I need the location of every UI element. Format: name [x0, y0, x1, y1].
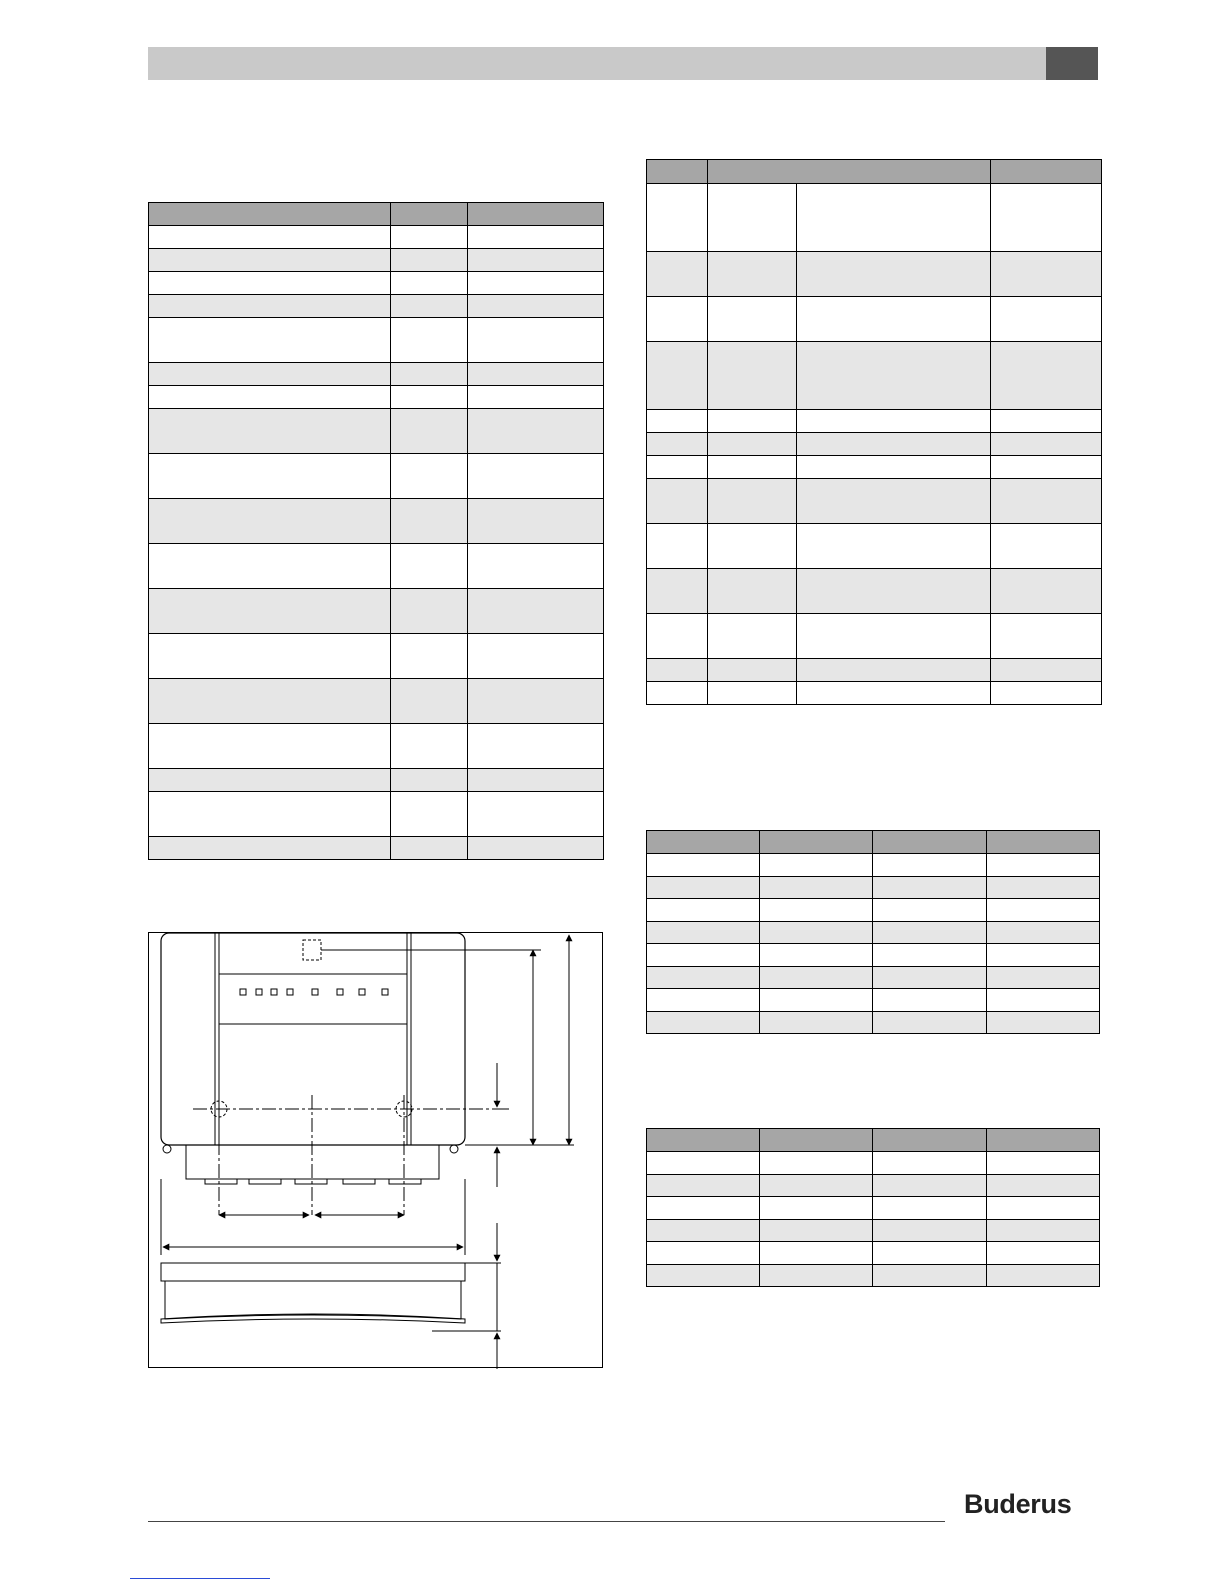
table-cell: [468, 589, 604, 634]
table-cell: [708, 456, 797, 479]
table-row: [647, 899, 1100, 922]
table-cell: [991, 433, 1102, 456]
table-row: [149, 792, 604, 837]
table-cell: [708, 659, 797, 682]
table-cell: [873, 899, 987, 922]
table-cell: [797, 614, 991, 659]
table-cell: [708, 614, 797, 659]
table-cell: [873, 1174, 987, 1197]
table-cell: [391, 499, 468, 544]
table-cell: [149, 249, 391, 272]
table-header-cell: [468, 203, 604, 226]
table-row: [647, 524, 1102, 569]
table-cell: [708, 342, 797, 410]
table-cell: [468, 679, 604, 724]
table-cell: [873, 1242, 987, 1265]
table-cell: [468, 792, 604, 837]
table-cell: [647, 433, 708, 456]
table-cell: [797, 479, 991, 524]
table-cell: [391, 589, 468, 634]
table-cell: [647, 876, 760, 899]
table-cell: [647, 1197, 760, 1220]
table-row: [647, 1152, 1100, 1175]
table-header-cell: [647, 160, 708, 184]
table-cell: [760, 1219, 873, 1242]
table-row: [149, 386, 604, 409]
table-row: [647, 479, 1102, 524]
table-cell: [468, 363, 604, 386]
footer-rule: [148, 1521, 945, 1522]
table-cell: [647, 989, 760, 1012]
page-header-tab: [1046, 47, 1098, 80]
table-row: [647, 569, 1102, 614]
table-cell: [987, 989, 1100, 1012]
table-row: [647, 1197, 1100, 1220]
table-cell: [391, 769, 468, 792]
table-header-cell: [760, 831, 873, 854]
table-row: [647, 433, 1102, 456]
table-cell: [987, 1011, 1100, 1034]
table-cell: [149, 634, 391, 679]
table-cell: [797, 410, 991, 433]
table-cell: [149, 363, 391, 386]
dimension-drawing-frame: [148, 932, 603, 1368]
table-cell: [797, 524, 991, 569]
table-cell: [708, 682, 797, 705]
table-row: [647, 966, 1100, 989]
table-cell: [149, 295, 391, 318]
table-cell: [797, 569, 991, 614]
parameter-table: [646, 159, 1102, 705]
table-row: [149, 724, 604, 769]
table-cell: [873, 1219, 987, 1242]
table-header-cell: [991, 160, 1102, 184]
dimension-drawing: [149, 933, 604, 1369]
table-cell: [797, 456, 991, 479]
table-cell: [468, 272, 604, 295]
table-cell: [987, 1152, 1100, 1175]
table-cell: [468, 634, 604, 679]
table-cell: [708, 479, 797, 524]
table-cell: [391, 634, 468, 679]
table-cell: [647, 966, 760, 989]
table-cell: [149, 589, 391, 634]
table-cell: [647, 342, 708, 410]
table-cell: [873, 989, 987, 1012]
table-cell: [797, 659, 991, 682]
table-cell: [647, 1174, 760, 1197]
table-cell: [797, 682, 991, 705]
table-row: [647, 456, 1102, 479]
table-cell: [391, 318, 468, 363]
table-row: [149, 226, 604, 249]
sensor-table: [646, 830, 1100, 1034]
table-cell: [991, 252, 1102, 297]
table-cell: [391, 363, 468, 386]
technical-data-table: [148, 202, 604, 860]
table-cell: [647, 899, 760, 922]
table-cell: [149, 386, 391, 409]
buderus-logo: Buderus: [964, 1489, 1072, 1519]
table-cell: [708, 410, 797, 433]
table-row: [647, 854, 1100, 877]
table-row: [647, 297, 1102, 342]
table-row: [149, 409, 604, 454]
table-row: [149, 272, 604, 295]
table-cell: [647, 921, 760, 944]
display-icon: [303, 940, 321, 960]
table-cell: [760, 1264, 873, 1287]
table-header-cell: [149, 203, 391, 226]
table-cell: [760, 876, 873, 899]
table-row: [647, 682, 1102, 705]
table-cell: [991, 184, 1102, 252]
table-row: [647, 1011, 1100, 1034]
table-cell: [149, 544, 391, 589]
table-cell: [149, 724, 391, 769]
table-cell: [149, 679, 391, 724]
table-cell: [760, 1174, 873, 1197]
table-row: [149, 679, 604, 724]
table-cell: [760, 1011, 873, 1034]
table-header-cell: [873, 831, 987, 854]
table-cell: [647, 944, 760, 967]
table-cell: [149, 226, 391, 249]
table-cell: [647, 297, 708, 342]
table-cell: [873, 921, 987, 944]
table-cell: [987, 876, 1100, 899]
table-cell: [991, 342, 1102, 410]
table-row: [149, 318, 604, 363]
table-cell: [873, 876, 987, 899]
table-cell: [873, 944, 987, 967]
table-cell: [391, 249, 468, 272]
table-row: [647, 1174, 1100, 1197]
table-cell: [987, 854, 1100, 877]
table-row: [647, 410, 1102, 433]
table-cell: [647, 184, 708, 252]
table-cell: [647, 659, 708, 682]
table-cell: [391, 544, 468, 589]
table-cell: [391, 409, 468, 454]
table-row: [149, 544, 604, 589]
table-header-cell: [760, 1129, 873, 1152]
table-cell: [873, 854, 987, 877]
table-cell: [991, 297, 1102, 342]
table-cell: [987, 1264, 1100, 1287]
table-row: [149, 295, 604, 318]
table-cell: [991, 410, 1102, 433]
table-row: [647, 342, 1102, 410]
table-row: [647, 1264, 1100, 1287]
table-row: [647, 944, 1100, 967]
table-cell: [991, 456, 1102, 479]
table-row: [647, 184, 1102, 252]
table-cell: [468, 409, 604, 454]
table-cell: [760, 921, 873, 944]
table-cell: [797, 184, 991, 252]
table-cell: [708, 252, 797, 297]
table-cell: [647, 479, 708, 524]
table-cell: [760, 1242, 873, 1265]
table-cell: [708, 569, 797, 614]
table-header-cell: [987, 831, 1100, 854]
table-cell: [760, 989, 873, 1012]
table-cell: [391, 792, 468, 837]
table-cell: [991, 569, 1102, 614]
table-header-cell: [873, 1129, 987, 1152]
table-header-cell: [647, 831, 760, 854]
table-row: [647, 252, 1102, 297]
table-cell: [149, 837, 391, 860]
table-cell: [647, 614, 708, 659]
table-cell: [468, 386, 604, 409]
table-cell: [760, 1152, 873, 1175]
table-cell: [647, 1011, 760, 1034]
table-cell: [149, 272, 391, 295]
table-cell: [987, 1174, 1100, 1197]
table-row: [149, 499, 604, 544]
table-cell: [391, 386, 468, 409]
table-cell: [149, 454, 391, 499]
table-cell: [987, 1242, 1100, 1265]
controller-housing: [161, 933, 465, 1145]
table-cell: [987, 944, 1100, 967]
table-row: [149, 837, 604, 860]
table-header-cell: [987, 1129, 1100, 1152]
table-cell: [873, 1152, 987, 1175]
table-cell: [797, 297, 991, 342]
table-row: [149, 589, 604, 634]
table-cell: [468, 295, 604, 318]
table-cell: [647, 1264, 760, 1287]
table-cell: [647, 682, 708, 705]
table-row: [647, 1242, 1100, 1265]
table-cell: [647, 1219, 760, 1242]
table-cell: [647, 1152, 760, 1175]
table-cell: [873, 1264, 987, 1287]
table-cell: [468, 724, 604, 769]
table-row: [149, 249, 604, 272]
table-cell: [760, 899, 873, 922]
table-header-cell: [391, 203, 468, 226]
table-cell: [987, 899, 1100, 922]
table-header-cell: [647, 1129, 760, 1152]
table-header-cell: [708, 160, 991, 184]
table-row: [647, 989, 1100, 1012]
table-cell: [991, 479, 1102, 524]
table-cell: [760, 944, 873, 967]
table-cell: [149, 318, 391, 363]
table-cell: [391, 679, 468, 724]
table-row: [149, 363, 604, 386]
table-cell: [468, 499, 604, 544]
table-cell: [468, 226, 604, 249]
table-cell: [391, 454, 468, 499]
table-cell: [991, 659, 1102, 682]
table-cell: [797, 252, 991, 297]
table-cell: [391, 724, 468, 769]
link-underline: [130, 1578, 270, 1579]
table-cell: [647, 1242, 760, 1265]
table-row: [647, 876, 1100, 899]
table-row: [647, 921, 1100, 944]
table-row: [647, 1219, 1100, 1242]
table-cell: [391, 272, 468, 295]
table-row: [647, 614, 1102, 659]
table-cell: [468, 454, 604, 499]
table-cell: [149, 769, 391, 792]
table-cell: [468, 837, 604, 860]
table-cell: [708, 184, 797, 252]
table-cell: [797, 342, 991, 410]
table-cell: [991, 682, 1102, 705]
table-cell: [873, 966, 987, 989]
table-cell: [391, 837, 468, 860]
table-cell: [708, 433, 797, 456]
indicator-leds: [240, 989, 388, 995]
table-row: [149, 634, 604, 679]
sensor-table-2: [646, 1128, 1100, 1287]
table-cell: [468, 318, 604, 363]
table-cell: [797, 433, 991, 456]
table-cell: [468, 769, 604, 792]
table-cell: [647, 456, 708, 479]
table-cell: [760, 1197, 873, 1220]
table-cell: [708, 297, 797, 342]
table-cell: [991, 614, 1102, 659]
table-cell: [647, 569, 708, 614]
table-cell: [987, 1197, 1100, 1220]
table-cell: [647, 854, 760, 877]
table-cell: [991, 524, 1102, 569]
table-row: [149, 454, 604, 499]
page-header-bar: [148, 47, 1046, 80]
table-cell: [149, 499, 391, 544]
table-row: [647, 659, 1102, 682]
table-cell: [647, 252, 708, 297]
table-cell: [873, 1197, 987, 1220]
table-cell: [391, 295, 468, 318]
table-cell: [468, 249, 604, 272]
table-cell: [149, 792, 391, 837]
table-cell: [468, 544, 604, 589]
table-cell: [987, 921, 1100, 944]
table-cell: [647, 410, 708, 433]
table-cell: [647, 524, 708, 569]
table-cell: [987, 966, 1100, 989]
table-cell: [149, 409, 391, 454]
table-cell: [987, 1219, 1100, 1242]
table-cell: [873, 1011, 987, 1034]
table-cell: [760, 966, 873, 989]
table-cell: [391, 226, 468, 249]
table-cell: [708, 524, 797, 569]
table-cell: [760, 854, 873, 877]
table-row: [149, 769, 604, 792]
cover-top-view: [161, 1263, 465, 1281]
